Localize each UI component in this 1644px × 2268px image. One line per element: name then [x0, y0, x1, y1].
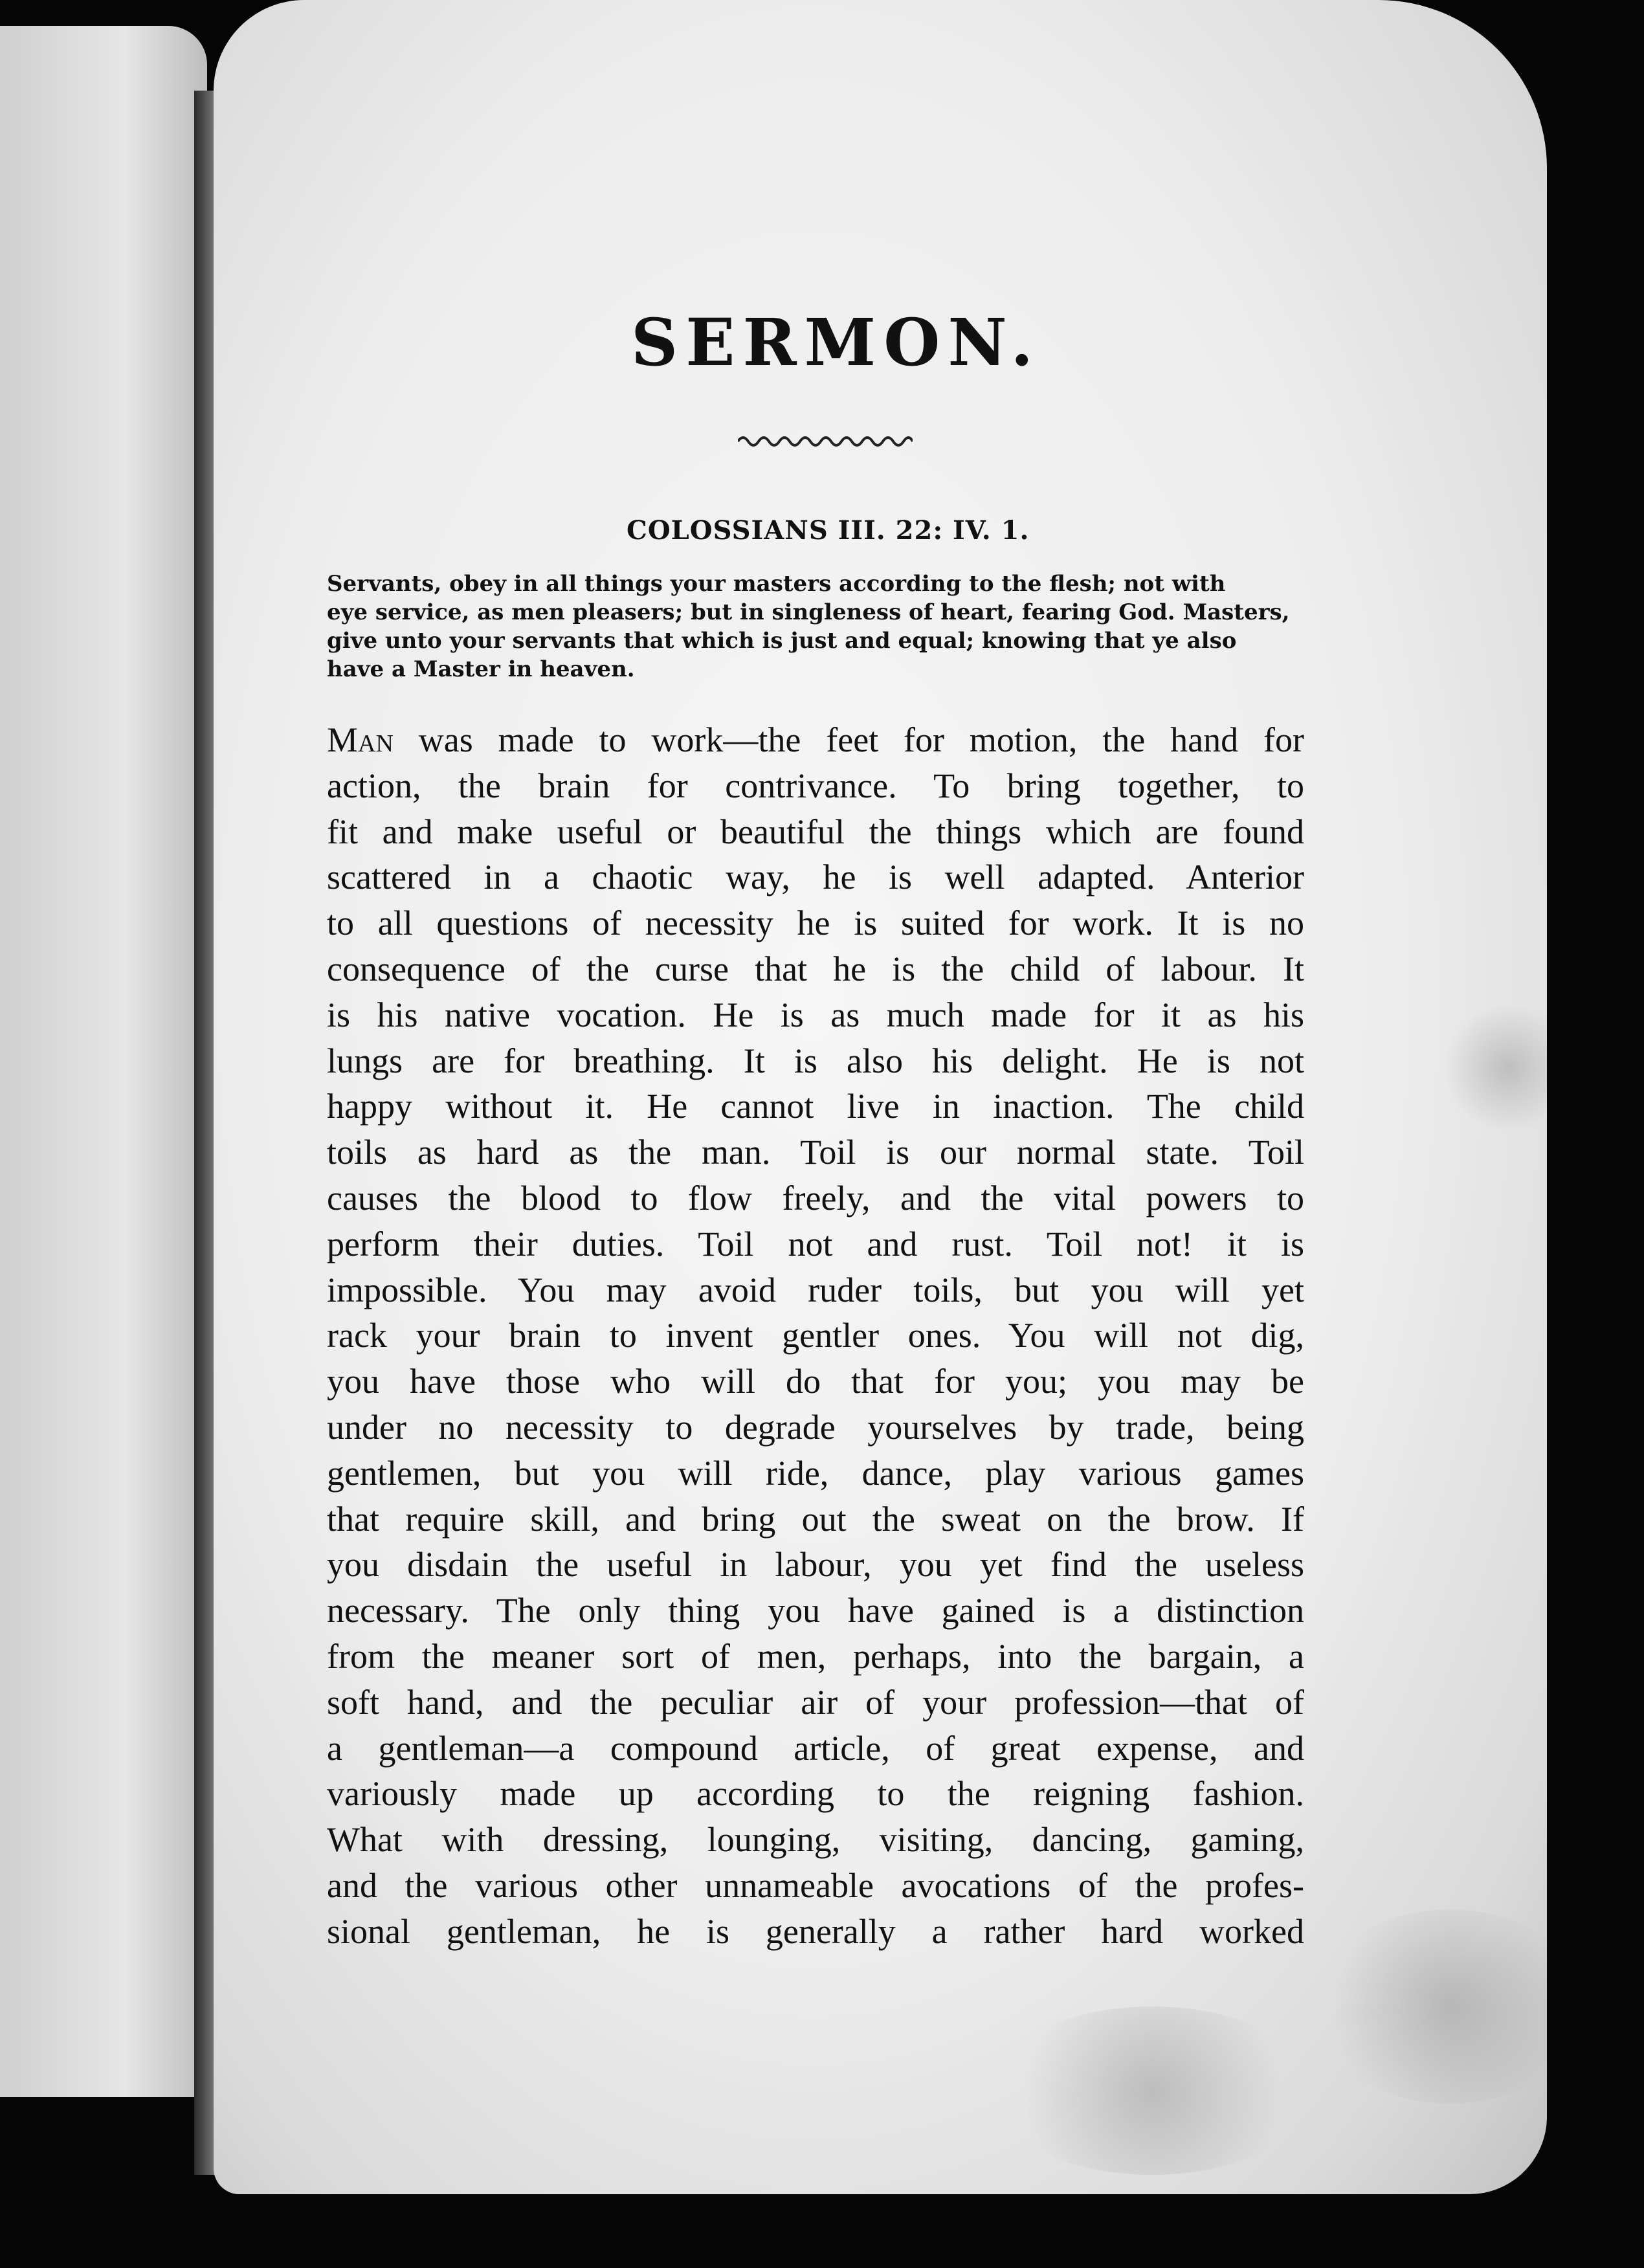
body-line: to all questions of necessity he is suited for work. It is no [327, 904, 1304, 943]
drop-word: Man [327, 720, 394, 759]
body-lines [327, 763, 1304, 1955]
scripture-reference: COLOSSIANS III. 22: IV. 1. [627, 515, 1030, 546]
page-title: SERMON. [631, 304, 1041, 381]
body-line: soft hand, and the peculiar air of your profession—that of [327, 1682, 1304, 1722]
body-line: rack your brain to invent gentler ones. You will not dig, [327, 1316, 1304, 1355]
body-line: from the meaner sort of men, perhaps, into the bargain, a [327, 1636, 1304, 1676]
epigraph-line: Servants, obey in all things your masters according to the flesh; not with [327, 571, 1226, 597]
body-line: gentlemen, but you will ride, dance, play various games [327, 1453, 1304, 1493]
body-line: that require skill, and bring out the sweat on the brow. If [327, 1499, 1304, 1539]
body-line: necessary. The only thing you have gained is a distinction [327, 1591, 1304, 1630]
left-facing-page [0, 26, 207, 2097]
body-line [327, 717, 1304, 763]
epigraph-line: give unto your servants that which is just and equal; knowing that ye also [327, 628, 1237, 654]
epigraph-line: eye service, as men pleasers; but in singleness of heart, fearing God. Masters, [327, 599, 1290, 625]
body-line: consequence of the curse that he is the child of labour. It [327, 949, 1304, 988]
title-ornament-icon [738, 432, 913, 450]
body-line: scattered in a chaotic way, he is well adapted. Anterior [327, 858, 1304, 897]
first-line-rest: was made to work—the feet for motion, the hand for [393, 720, 1304, 759]
epigraph [327, 570, 1304, 684]
body-line: lungs are for breathing. It is also his delight. He is not [327, 1041, 1304, 1080]
body-line: you have those who will do that for you; you may be [327, 1362, 1304, 1401]
body-line: fit and make useful or beautiful the things which are found [327, 812, 1304, 851]
body-line: variously made up according to the reigning fashion. [327, 1774, 1304, 1814]
body-line: a gentleman—a compound article, of great expense, and [327, 1728, 1304, 1768]
body-line: is his native vocation. He is as much made for it as his [327, 995, 1304, 1034]
paper-stain [1443, 1003, 1547, 1133]
body-line: under no necessity to degrade yourselves by trade, being [327, 1407, 1304, 1447]
body-line: sional gentleman, he is generally a rather hard worked [327, 1911, 1304, 1951]
body-line: toils as hard as the man. Toil is our normal state. Toil [327, 1133, 1304, 1172]
sermon-body [327, 717, 1304, 1955]
body-line: perform their duties. Toil not and rust. Toil not! it is [327, 1224, 1304, 1263]
body-line: causes the blood to flow freely, and the vital powers to [327, 1178, 1304, 1217]
body-line: impossible. You may avoid ruder toils, but you will yet [327, 1270, 1304, 1309]
epigraph-line: have a Master in heaven. [327, 656, 635, 682]
body-line: action, the brain for contrivance. To bring together, to [327, 766, 1304, 805]
body-line: and the various other unnameable avocations of the profes- [327, 1865, 1304, 1905]
body-line: What with dressing, lounging, visiting, dancing, gaming, [327, 1820, 1304, 1860]
body-line: you disdain the useful in labour, you yet find the useless [327, 1545, 1304, 1584]
paper-stain [1314, 1909, 1547, 2104]
body-line: happy without it. He cannot live in inaction. The child [327, 1087, 1304, 1126]
paper-stain [990, 2007, 1314, 2175]
